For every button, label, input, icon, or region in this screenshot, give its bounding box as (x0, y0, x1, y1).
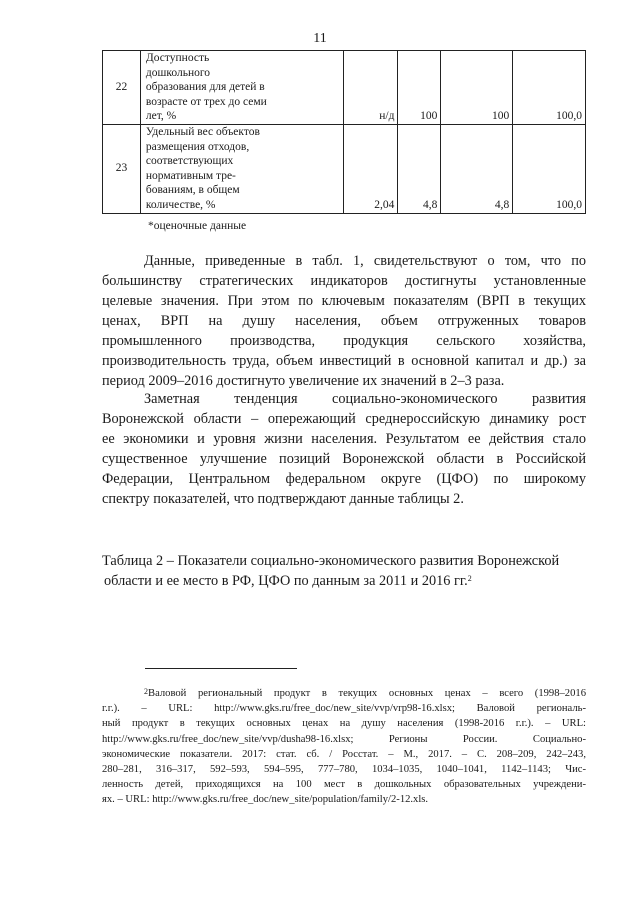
footnote-line (102, 686, 586, 701)
footnote-line: экономические показатели. 2017: стат. сб. / Росстат. – М., 2017. – С. 208–209, 242–243, (102, 748, 586, 760)
indicator-value: н/д (344, 51, 398, 125)
indicator-value: 4,8 (398, 124, 441, 213)
indicators-table (102, 50, 586, 214)
paragraph-2-line: Заметная тенденция социально-экономического развития (144, 391, 586, 407)
indicator-name-line: Удельный вес объектов (145, 125, 260, 138)
indicator-name-line: размещения отходов, (145, 140, 250, 153)
table-note: *оценочные данные (148, 220, 247, 232)
indicator-value: 100 (398, 51, 441, 125)
indicator-name-line: нормативным тре- (145, 169, 236, 182)
footnote-reference[interactable]: 2 (467, 574, 472, 583)
paragraph-1-line: период 2009–2016 достигнуто увеличение их значений в 2–3 раза. (102, 373, 505, 389)
indicator-name (140, 124, 343, 213)
indicator-name (140, 51, 343, 125)
footnote (102, 686, 586, 808)
table-row (103, 51, 586, 125)
indicator-name-line: лет, % (145, 110, 177, 123)
footnote-line: ленность детей, приходящихся на 100 мест в дошкольных образовательных учреждени- (102, 779, 586, 791)
paragraph-2-line: Федерации, Центральном федеральном округе (ЦФО) по широкому (102, 471, 586, 487)
table2-caption-line-2-wrap (102, 571, 586, 591)
paragraph-1-line: большинству стратегических индикаторов достигнуты установленные (102, 273, 586, 289)
indicator-value: 100,0 (513, 124, 586, 213)
footnote-separator (145, 668, 297, 669)
indicator-name-line: количестве, % (145, 198, 216, 211)
paragraph-1-line: ценах, ВРП на душу населения, объем отгруженных товаров (102, 313, 586, 329)
footnote-line: 280–281, 316–317, 592–593, 594–595, 777–780, 1034–1035, 1040–1041, 1142–1143; Чис- (102, 763, 586, 775)
footnote-line: г.г.). – URL: http://www.gks.ru/free_doc/new_site/vvp/vrp98-16.xlsx; Валовой региональ- (102, 703, 586, 715)
paragraph-1-line: промышленного производства, продукция сельского хозяйства, (102, 333, 586, 349)
page-number: 11 (313, 31, 327, 46)
table2-caption-line-2: области и ее место в РФ, ЦФО по данным за 2011 и 2016 гг. (104, 573, 468, 589)
indicator-value: 100,0 (513, 51, 586, 125)
indicator-name-line: бованиям, в общем (145, 184, 240, 197)
indicator-value: 100 (441, 51, 513, 125)
paragraph-1-line: Данные, приведенные в табл. 1, свидетельствуют о том, что по (144, 253, 586, 269)
footnote-mark: 2 (144, 687, 148, 696)
footnote-line: http://www.gks.ru/free_doc/new_site/vvp/dusha98-16.xlsx; Регионы России. Социально- (102, 733, 586, 745)
indicator-name-line: Доступность (145, 52, 210, 64)
table2-caption (102, 551, 586, 591)
indicator-name-line: возрасте от трех до семи (145, 95, 267, 108)
paragraph-2 (102, 389, 586, 509)
footnote-line: ях. – URL: http://www.gks.ru/free_doc/new_site/population/family/2-12.xls. (102, 794, 429, 806)
table2-caption-line-1: Таблица 2 – Показатели социально-экономического развития Воронежской (102, 553, 560, 569)
footnote-line: ный продукт в текущих основных ценах на душу населения (1998-2016 г.г.). – URL: (102, 718, 586, 730)
indicator-name-line: образования для детей в (145, 81, 265, 94)
paragraph-2-line: Воронежской области – опережающий среднероссийскую динамику рост (102, 411, 586, 427)
paragraph-2-line: спектру показателей, что подтверждают данные таблицы 2. (102, 491, 464, 507)
indicator-name-line: дошкольного (145, 66, 211, 79)
table-row (103, 124, 586, 213)
paragraph-1-line: производительность труда, объем инвестиций в основной капитал и др.) за (102, 353, 586, 369)
paragraph-2-line: ее экономики и уровня жизни населения. Результатом ее действия стало (102, 431, 586, 447)
paragraph-1-line: целевые значения. При этом по ключевым показателям (ВРП в текущих (102, 293, 586, 309)
row-number: 23 (103, 124, 141, 213)
indicator-name-line: соответствующих (145, 155, 234, 168)
row-number: 22 (103, 51, 141, 125)
indicator-value: 2,04 (344, 124, 398, 213)
paragraph-2-line: существенное улучшение позиций Воронежской области в Российской (102, 451, 586, 467)
paragraph-1 (102, 251, 586, 391)
indicator-value: 4,8 (441, 124, 513, 213)
footnote-text: Валовой региональный продукт в текущих основных ценах – всего (1998–2016 (148, 688, 586, 699)
